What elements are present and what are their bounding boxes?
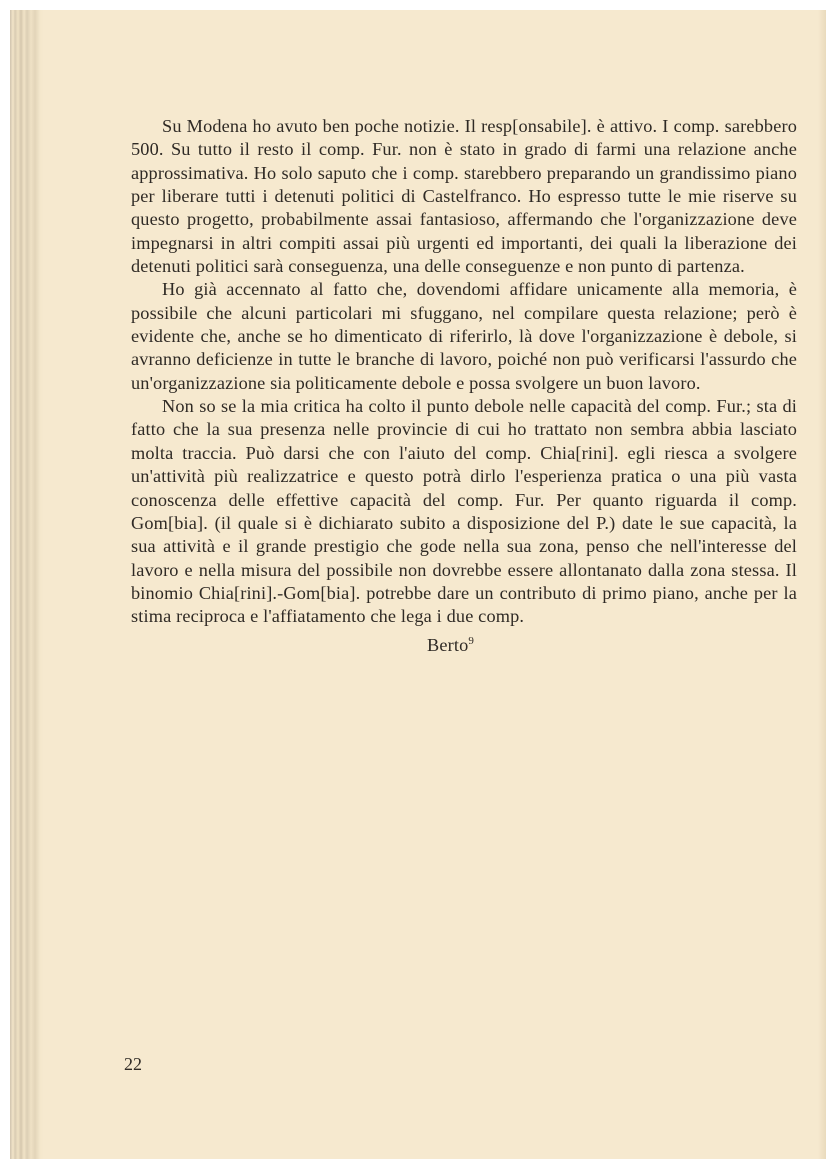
page-number: 22 [124, 1054, 142, 1074]
paragraph-modena: Su Modena ho avuto ben poche notizie. Il resp[onsabile]. è attivo. I comp. sarebbero 500. Su tutto il resto il comp. Fur. non è stato in grado di farmi una relazione anche approssimativa. Ho solo saputo che i comp. starebbero preparando un grandissimo piano per liberare tutti i detenuti politici di Castelfranco. Ho espresso tutte le mie riserve su questo progetto, probabilmente assai fantasioso, affermando che l'organizzazione deve impegnarsi in altri compiti assai più urgenti ed importanti, dei quali la liberazione dei detenuti politici sarà conseguenza, una delle conseguenze e non punto di partenza. [131, 116, 797, 277]
signature-name: Berto [427, 634, 469, 655]
footnote-marker: 9 [468, 634, 475, 647]
book-page [10, 10, 826, 1159]
book-binding-edge [10, 10, 44, 1159]
paragraph-memoria: Ho già accennato al fatto che, dovendomi affidare unicamente alla memoria, è possibile che alcuni particolari mi sfuggano, nel compilare questa relazione; però è evidente che, anche se ho dimenticato di riferirlo, là dove l'organizzazione è debole, si avranno deficienze in tutte le branche di lavoro, poiché non può verificarsi l'assurdo che un'organizzazione sia politicamente debole e possa svolgere un buon lavoro. [131, 279, 797, 393]
paragraph-critica: Non so se la mia critica ha colto il punto debole nelle capacità del comp. Fur.; sta di fatto che la sua presenza nelle provincie di cui ho trattato non sembra abbia lasciato molta traccia. Può darsi che con l'aiuto del comp. Chia[rini]. egli riesca a svolgere un'attività più realizzatrice e questo potrà dirlo l'esperienza pratica o una più vasta conoscenza delle effettive capacità del comp. Fur. Per quanto riguarda il comp. Gom[bia]. (il quale si è dichiarato subito a disposizione del P.) date le sue capacità, la sua attività e il grande prestigio che gode nella sua zona, penso che nell'interesse del lavoro e nella misura del possibile non dovrebbe essere allontanato dalla zona stessa. Il binomio Chia[rini].-Gom[bia]. potrebbe dare un contributo di primo piano, anche per la stima reciproca e l'affiatamento che lega i due comp. [131, 396, 797, 627]
signature-line [131, 634, 797, 657]
body-text [131, 115, 797, 657]
page-right-edge [818, 10, 826, 1159]
